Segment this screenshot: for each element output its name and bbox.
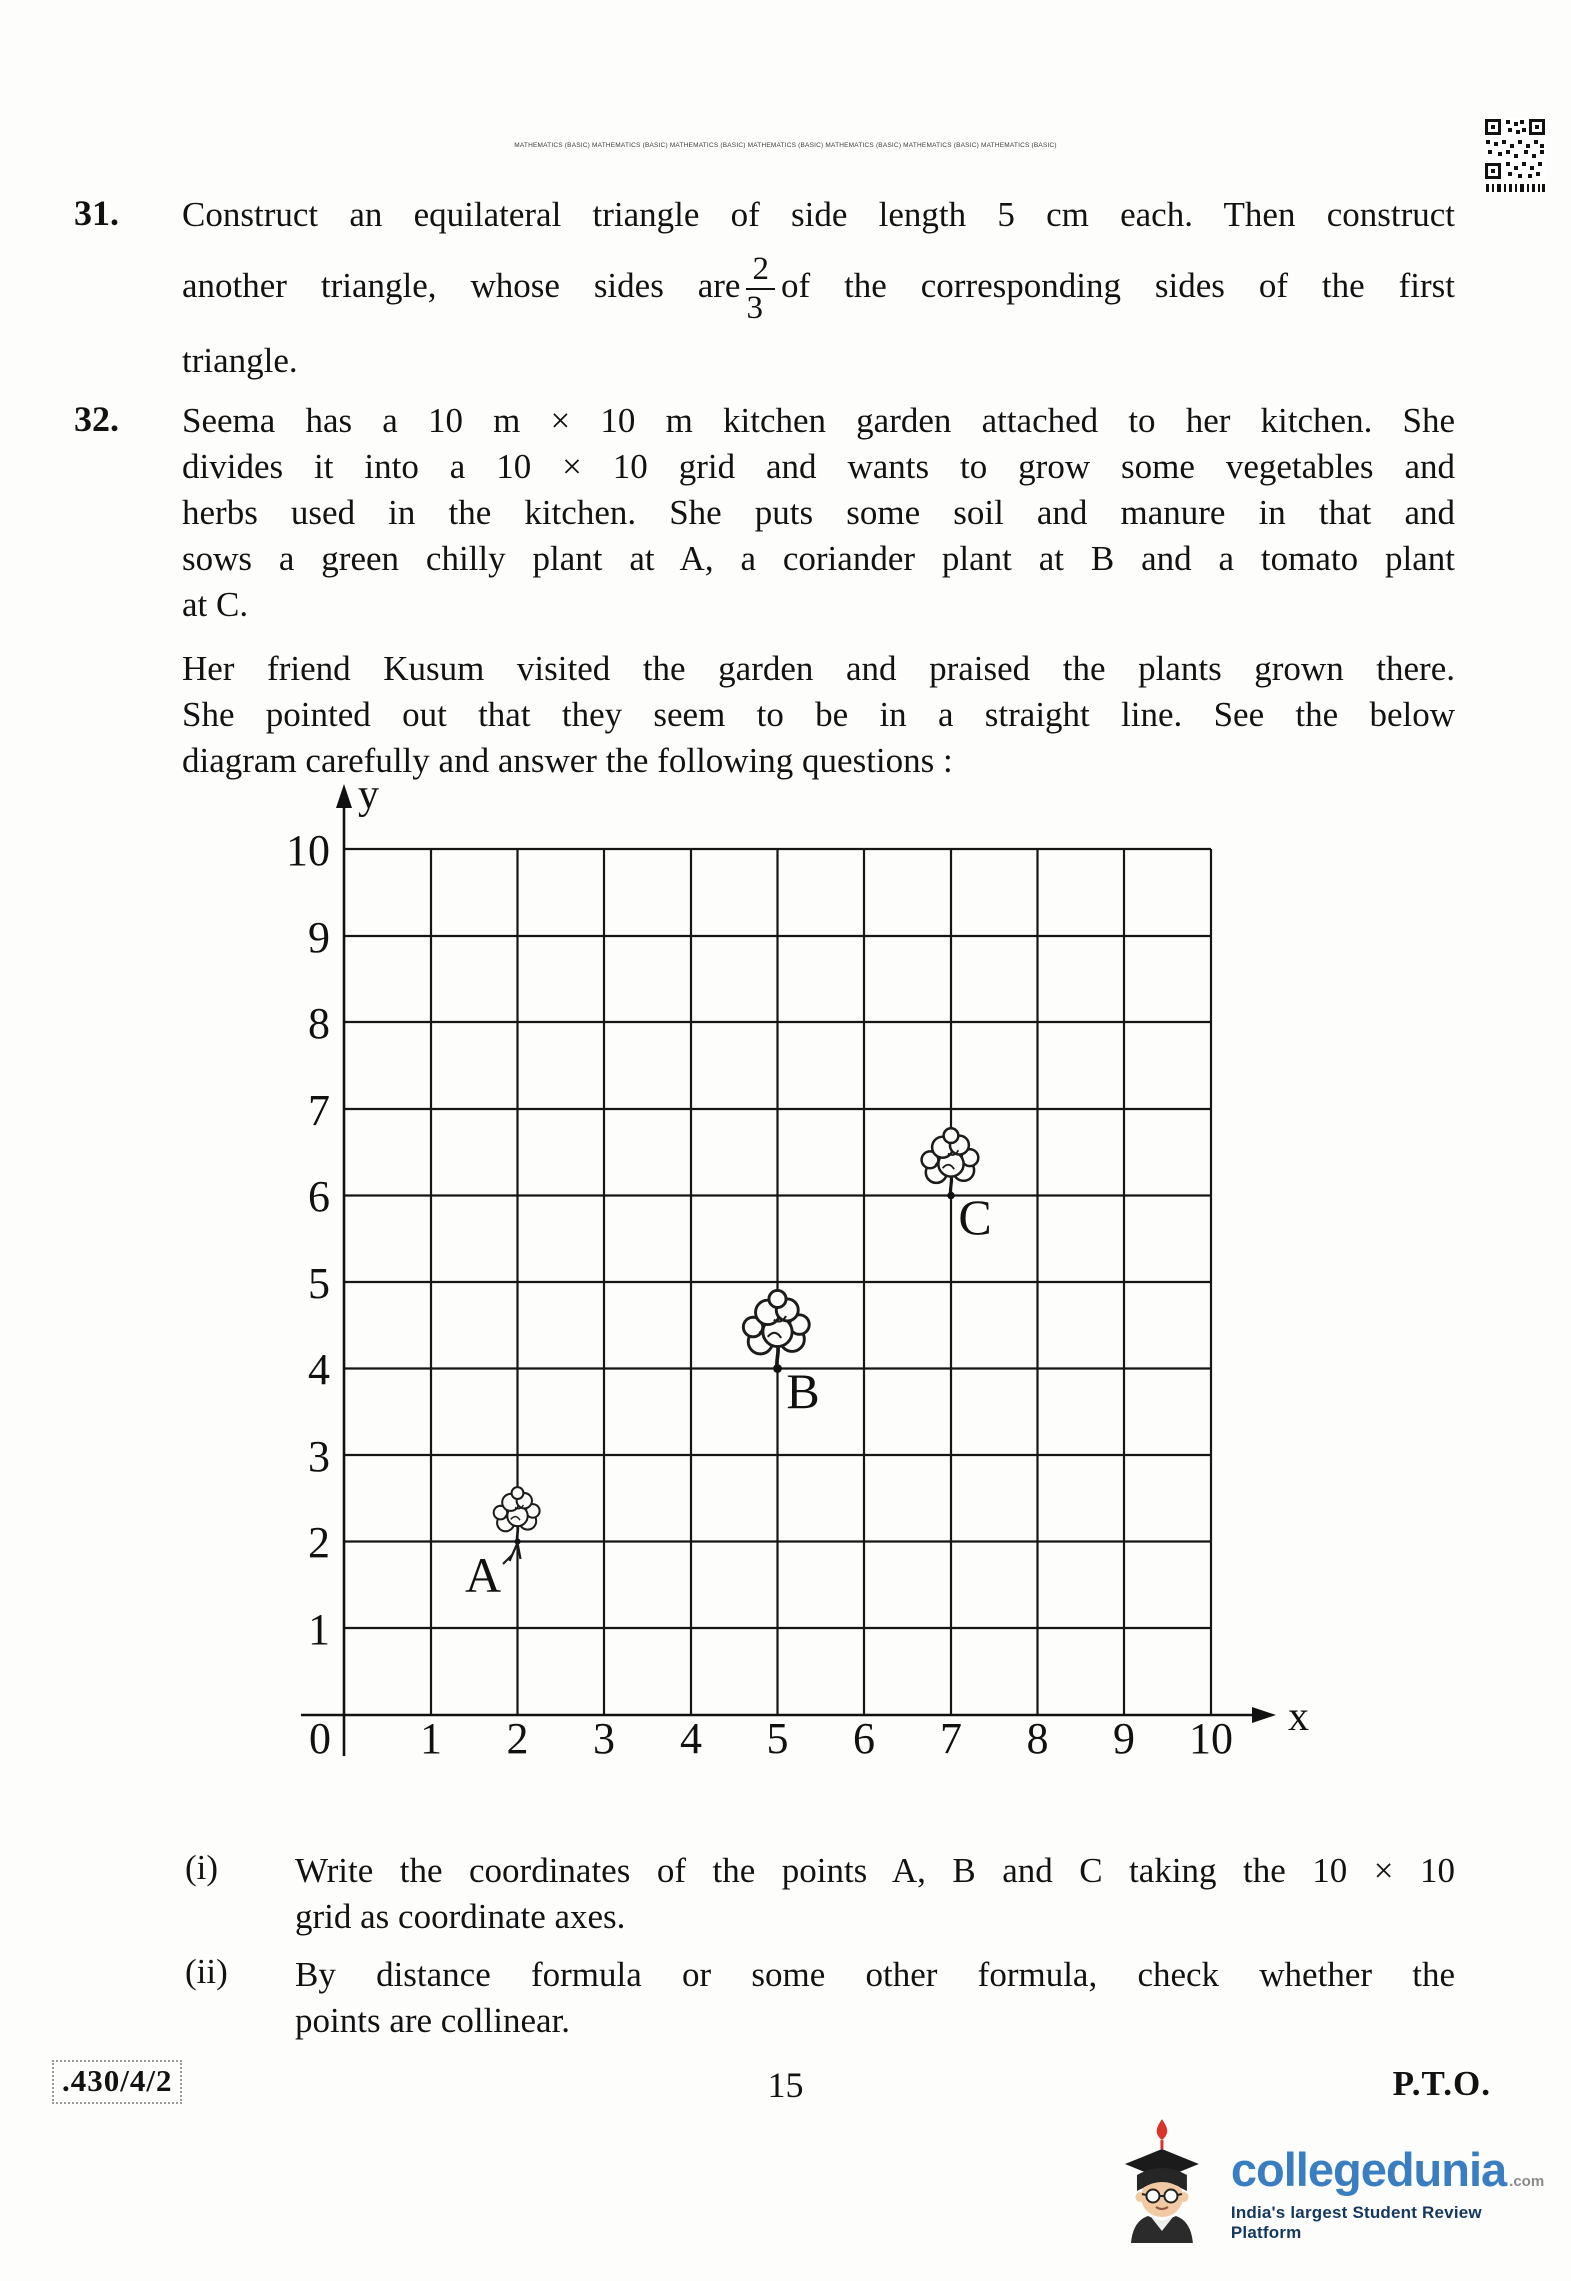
q32-para1-line5: at C. bbox=[182, 585, 249, 624]
x-axis-arrow-icon bbox=[1252, 1707, 1276, 1723]
subq-ii-line1: By distance formula or some other formula, check whether the bbox=[295, 1955, 1455, 1994]
y-tick-6: 6 bbox=[308, 1172, 330, 1221]
q32-para1-line3: herbs used in the kitchen. She puts some soil and manure in that and bbox=[182, 493, 1455, 532]
y-tick-7: 7 bbox=[308, 1086, 330, 1135]
subq-i-number: (i) bbox=[185, 1848, 219, 1887]
q32-para2-line1: Her friend Kusum visited the garden and praised the plants grown there. bbox=[182, 649, 1455, 688]
q32-para2-line3: diagram carefully and answer the following questions : bbox=[182, 741, 953, 780]
y-tick-5: 5 bbox=[308, 1259, 330, 1308]
x-tick-1: 1 bbox=[420, 1714, 442, 1763]
q32-para1-line4: sows a green chilly plant at A, a coriander plant at B and a tomato plant bbox=[182, 539, 1455, 578]
qr-code-icon bbox=[1484, 118, 1546, 194]
logo-text-block bbox=[1231, 2142, 1557, 2243]
subq-i-line2: grid as coordinate axes. bbox=[295, 1897, 626, 1936]
y-tick-1: 1 bbox=[308, 1605, 330, 1654]
x-tick-8: 8 bbox=[1026, 1714, 1049, 1763]
point-A-label: A bbox=[464, 1547, 502, 1603]
x-tick-labels bbox=[309, 1714, 1233, 1763]
x-tick-10: 10 bbox=[1189, 1714, 1233, 1763]
collegedunia-logo bbox=[1107, 2112, 1557, 2272]
header-microtext: MATHEMATICS (BASIC) MATHEMATICS (BASIC) MATHEMATICS (BASIC) MATHEMATICS (BASIC) MATHEMATICS (BASIC) MATHEMATICS (BASIC) MATHEMATICS (BASIC) bbox=[514, 142, 1057, 149]
q32-para1-line1: Seema has a 10 m × 10 m kitchen garden attached to her kitchen. She bbox=[182, 401, 1455, 440]
q31-line1: Construct an equilateral triangle of side length 5 cm each. Then construct bbox=[182, 195, 1455, 234]
q32-number: 32. bbox=[74, 399, 119, 439]
subq-ii-line2: points are collinear. bbox=[295, 2001, 571, 2040]
axes bbox=[301, 800, 1258, 1756]
y-tick-2: 2 bbox=[308, 1518, 330, 1567]
y-axis-arrow-icon bbox=[336, 784, 352, 808]
y-tick-3: 3 bbox=[308, 1432, 330, 1481]
logo-wordmark: collegedunia bbox=[1230, 2142, 1507, 2196]
y-tick-9: 9 bbox=[308, 913, 330, 962]
y-tick-8: 8 bbox=[308, 999, 330, 1048]
y-axis-label: y bbox=[358, 772, 379, 818]
plant-A-icon bbox=[494, 1487, 540, 1544]
x-tick-5: 5 bbox=[766, 1714, 789, 1763]
logo-tld: .com bbox=[1509, 2172, 1545, 2190]
fraction-two-thirds bbox=[746, 252, 775, 325]
q31-line3: triangle. bbox=[182, 341, 298, 380]
plant-B-icon bbox=[743, 1290, 809, 1372]
graduate-mascot-icon bbox=[1107, 2117, 1217, 2267]
qr-code bbox=[1484, 118, 1546, 199]
q31-line2-after: of the corresponding sides of the first bbox=[780, 266, 1455, 305]
fraction-denominator: 3 bbox=[746, 289, 763, 326]
page-number: 15 bbox=[767, 2065, 804, 2105]
subq-ii-number: (ii) bbox=[185, 1952, 228, 1991]
point-C-label: C bbox=[958, 1189, 992, 1245]
y-tick-10: 10 bbox=[286, 826, 330, 875]
y-tick-4: 4 bbox=[308, 1345, 330, 1394]
q32-para1-line2: divides it into a 10 × 10 grid and wants to grow some vegetables and bbox=[182, 447, 1455, 486]
pto-label: P.T.O. bbox=[1392, 2064, 1491, 2103]
x-axis-label: x bbox=[1288, 1694, 1309, 1740]
origin-label: 0 bbox=[309, 1714, 331, 1763]
point-B-label: B bbox=[786, 1363, 820, 1419]
y-tick-labels bbox=[286, 826, 330, 1654]
q31-line2-before: another triangle, whose sides are bbox=[182, 266, 741, 305]
x-tick-3: 3 bbox=[593, 1714, 615, 1763]
q32-para2-line2: She pointed out that they seem to be in a straight line. See the below bbox=[182, 695, 1455, 734]
subq-i-line1: Write the coordinates of the points A, B and C taking the 10 × 10 bbox=[295, 1851, 1455, 1890]
x-tick-4: 4 bbox=[680, 1714, 702, 1763]
paper-code: .430/4/2 bbox=[52, 2060, 182, 2104]
q31-line2 bbox=[182, 240, 1455, 332]
x-tick-6: 6 bbox=[853, 1714, 875, 1763]
x-tick-9: 9 bbox=[1113, 1714, 1135, 1763]
q31-number: 31. bbox=[74, 193, 119, 233]
coordinate-grid-diagram bbox=[0, 700, 1571, 1810]
x-tick-7: 7 bbox=[940, 1714, 962, 1763]
logo-tagline: India's largest Student Review Platform bbox=[1230, 2202, 1482, 2242]
x-tick-2: 2 bbox=[506, 1714, 529, 1763]
fraction-numerator: 2 bbox=[746, 252, 775, 290]
